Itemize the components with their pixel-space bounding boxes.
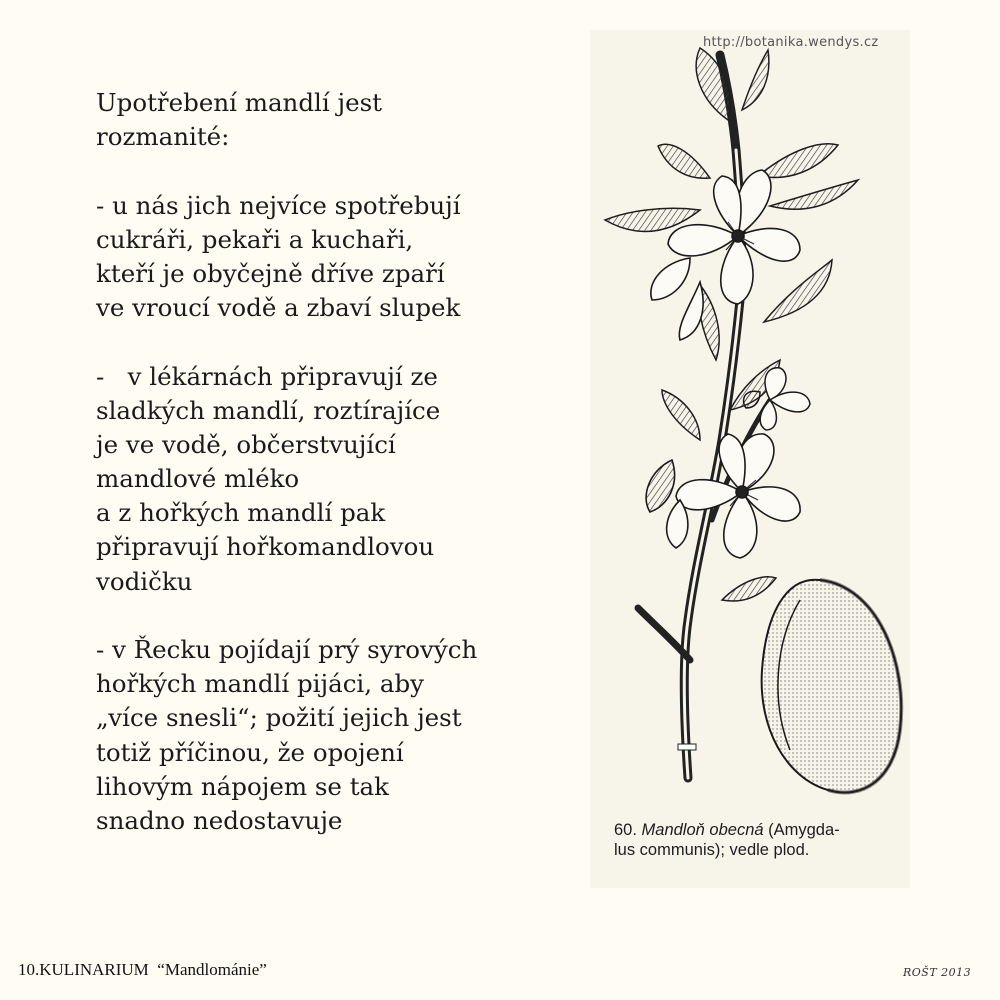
source-url: http://botanika.wendys.cz — [703, 35, 879, 50]
caption-line-2: lus communis); vedle plod. — [614, 841, 810, 859]
text-line — [96, 154, 596, 188]
article-text — [96, 86, 596, 838]
almond-fruit-icon — [762, 580, 902, 793]
text-line: - v lékárnách připravují ze — [96, 361, 438, 391]
text-line: - u nás jich nejvíce spotřebují — [96, 190, 461, 220]
text-line — [96, 599, 596, 633]
illustration-caption — [614, 820, 904, 860]
text-line: cukráři, pekaři a kuchaři, — [96, 224, 414, 254]
text-line: „více snesli“; požití jejich jest — [96, 703, 462, 733]
text-line: rozmanité: — [96, 122, 230, 152]
text-line: ve vroucí vodě a zbaví slupek — [96, 293, 461, 323]
text-line: lihovým nápojem se tak — [96, 771, 389, 801]
author-signature: ROŠT 2013 — [903, 966, 972, 979]
text-line: Upotřebení mandlí jest — [96, 88, 382, 117]
text-line: snadno nedostavuje — [96, 805, 343, 835]
text-line: mandlové mléko — [96, 464, 300, 494]
text-line: - v Řecku pojídají prý syrových — [96, 635, 478, 664]
caption-title: Mandloň obecná — [641, 821, 764, 839]
caption-number: 60. — [614, 821, 637, 839]
text-line: sladkých mandlí, roztírajíce — [96, 395, 441, 425]
caption-rest: (Amygda- — [768, 821, 840, 839]
text-line: hořkých mandlí pijáci, aby — [96, 669, 424, 699]
text-line: kteří je obyčejně dříve zpaří — [96, 258, 445, 288]
flower-icon — [646, 434, 800, 558]
text-line: totiž příčinou, že opojení — [96, 737, 404, 767]
text-line: připravují hořkomandlovou — [96, 532, 435, 562]
text-line — [96, 325, 596, 359]
text-line: je ve vodě, občerstvující — [96, 429, 396, 459]
flower-bud-icon — [744, 368, 810, 430]
almond-branch-illustration — [590, 40, 910, 820]
footer-title: 10.KULINARIUM “Mandlománie” — [18, 960, 267, 979]
text-line: vodičku — [96, 566, 193, 596]
text-line: a z hořkých mandlí pak — [96, 498, 386, 528]
